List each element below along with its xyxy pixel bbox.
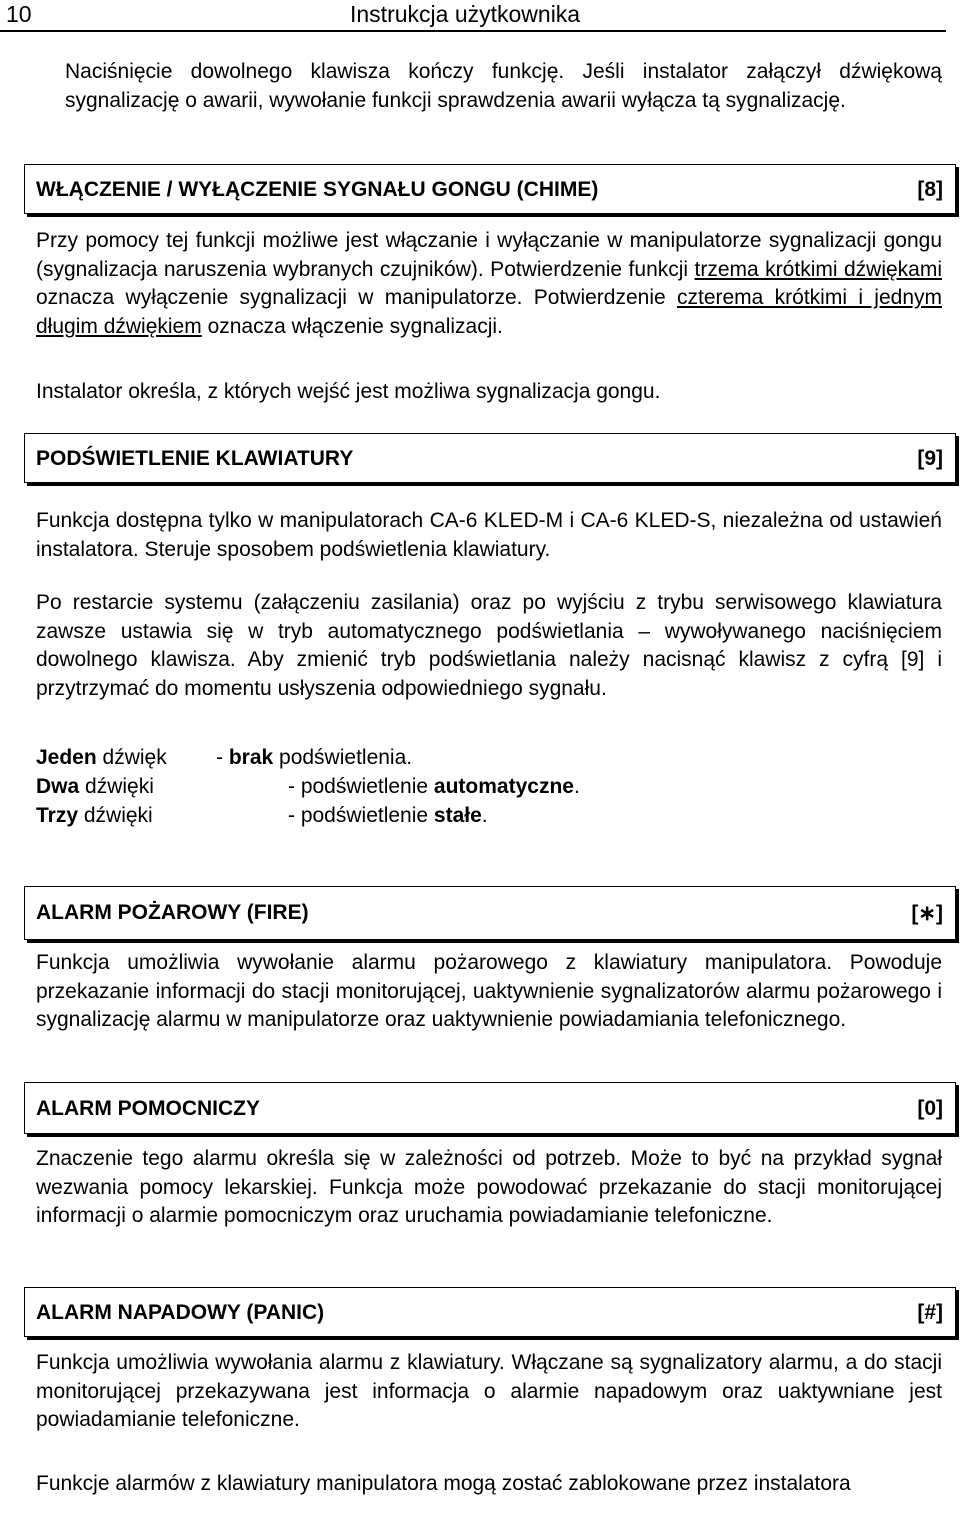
sound-rest: podświetlenia. xyxy=(273,746,413,769)
section-key: [9] xyxy=(917,447,943,470)
text-run: Przy pomocy tej funkcji możliwe jest włączanie i wyłączanie w manipulatorze sygnalizacji gongu (sygnalizacja naruszenia wybranych czujników). Potwierdzenie funkcji xyxy=(36,229,942,281)
sound-dash: - xyxy=(216,746,229,769)
chime-description xyxy=(36,227,942,342)
section-title: ALARM POMOCNICZY xyxy=(36,1097,260,1120)
sound-label xyxy=(36,744,167,772)
section-header-aux xyxy=(24,1082,956,1134)
sound-meaning xyxy=(216,744,412,772)
intro-paragraph: Naciśnięcie dowolnego klawisza kończy funkcję. Jeśli instalator załączył dźwiękową sygnalizację o awarii, wywołanie funkcji sprawdzenia awarii wyłącza tą sygnalizację. xyxy=(65,60,942,112)
sound-value: automatyczne xyxy=(433,775,574,798)
section-key: [0] xyxy=(917,1097,943,1120)
section-title: PODŚWIETLENIE KLAWIATURY xyxy=(36,447,354,470)
panic-block-note: Funkcje alarmów z klawiatury manipulatora mogą zostać zablokowane przez instalatora xyxy=(36,1472,851,1495)
sound-dash: - podświetlenie xyxy=(288,804,434,827)
fire-description: Funkcja umożliwia wywołanie alarmu pożarowego z klawiatury manipulatora. Powoduje przekazanie informacji do stacji monitorującej, uaktywnienie sygnalizatorów alarmu pożarowego i sygnalizację alarmu w manipulatorze oraz uaktywnienie powiadamiania telefonicznego. xyxy=(36,951,942,1032)
section-header-fire xyxy=(24,886,956,940)
sound-value: stałe xyxy=(433,804,482,827)
section-key: [∗] xyxy=(911,902,943,925)
backlight-description: Funkcja dostępna tylko w manipulatorach CA-6 KLED-M i CA-6 KLED-S, niezależna od ustawień instalatora. Steruje sposobem podświetlenia klawiatury. xyxy=(36,509,942,561)
sound-value: brak xyxy=(228,746,274,769)
sound-rest: . xyxy=(481,804,488,827)
sound-word: dźwięk xyxy=(96,746,167,769)
sound-count: Jeden xyxy=(36,746,97,769)
section-title: ALARM POŻAROWY (FIRE) xyxy=(36,901,309,924)
section-header-backlight xyxy=(24,433,956,483)
underlined-phrase: trzema krótkimi dźwiękami xyxy=(694,257,942,281)
sound-count: Dwa xyxy=(36,775,80,798)
sound-rest: . xyxy=(573,775,580,798)
sound-count: Trzy xyxy=(36,804,79,827)
section-key: [#] xyxy=(917,1301,943,1324)
underlined-phrase: czterema krótkimi i jednym długim dźwiękiem xyxy=(36,286,942,339)
sound-label xyxy=(36,773,154,801)
sound-word: dźwięki xyxy=(78,804,153,827)
sound-meaning xyxy=(288,773,580,801)
panic-description: Funkcja umożliwia wywołania alarmu z klawiatury. Włączane są sygnalizatory alarmu, a do stacji monitorującej przekazywana jest informacja o alarmie napadowym oraz uaktywniane jest powiadamianie telefoniczne. xyxy=(36,1351,942,1432)
backlight-restart-paragraph: Po restarcie systemu (załączeniu zasilania) oraz po wyjściu z trybu serwisowego klawiatura zawsze ustawia się w tryb automatycznego podświetlania – wywoływanego naciśnięciem dowolnego klawisza. Aby zmienić tryb podświetlania należy nacisnąć klawisz z cyfrą [9] i przytrzymać do momentu usłyszenia odpowiedniego sygnału. xyxy=(36,591,942,701)
page-number: 10 xyxy=(6,1,32,27)
section-key: [8] xyxy=(917,178,943,201)
sound-meaning xyxy=(288,802,488,830)
aux-description: Znaczenie tego alarmu określa się w zależności od potrzeb. Może to być na przykład sygnał wezwania pomocy lekarskiej. Funkcja może powodować przekazanie do stacji monitorującej informacji o alarmie pomocniczym oraz uruchamia powiadamianie telefoniczne. xyxy=(36,1147,942,1228)
chime-installer-note: Instalator określa, z których wejść jest możliwa sygnalizacja gongu. xyxy=(36,380,661,403)
running-header xyxy=(0,0,946,32)
manual-title: Instrukcja użytkownika xyxy=(350,1,581,27)
section-header-panic xyxy=(24,1287,956,1337)
sound-dash: - podświetlenie xyxy=(288,775,434,798)
text-run: oznacza włączenie sygnalizacji. xyxy=(201,315,503,339)
sound-word: dźwięki xyxy=(79,775,154,798)
section-title: WŁĄCZENIE / WYŁĄCZENIE SYGNAŁU GONGU (CHIME) xyxy=(36,178,599,201)
section-header-chime xyxy=(24,164,956,214)
sound-label xyxy=(36,802,153,830)
text-run: oznacza wyłączenie sygnalizacji w manipulatorze. Potwierdzenie xyxy=(36,286,677,310)
section-title: ALARM NAPADOWY (PANIC) xyxy=(36,1301,325,1324)
